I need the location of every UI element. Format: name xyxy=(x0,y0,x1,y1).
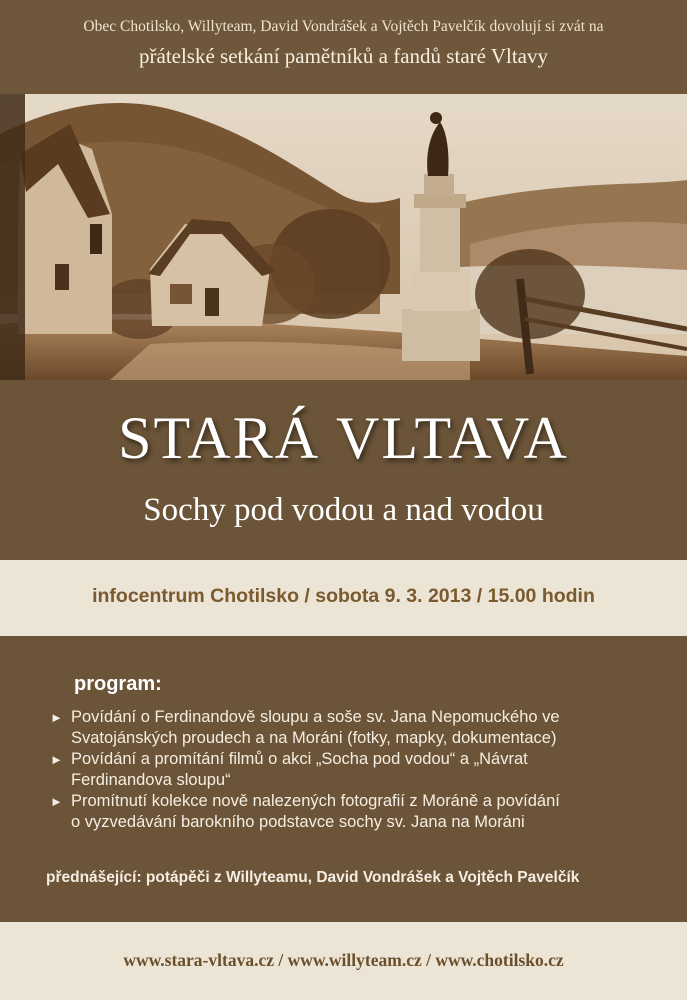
list-item-line: Povídání a promítání filmů o akci „Socha pod vodou“ a „Návrat xyxy=(71,750,528,768)
list-item-line: Povídání o Ferdinandově sloupu a soše sv. Jana Nepomuckého ve xyxy=(71,708,560,726)
list-item xyxy=(50,749,650,791)
list-item-line: Ferdinandova sloupu“ xyxy=(71,771,231,789)
speakers-line: přednášející: potápěči z Willyteamu, David Vondrášek a Vojtěch Pavelčík xyxy=(46,869,580,886)
poster-subtitle: Sochy pod vodou a nad vodou xyxy=(143,492,544,528)
arrow-bullet-icon: ► xyxy=(50,794,63,809)
event-line: přátelské setkání pamětníků a fandů staré Vltavy xyxy=(139,44,548,68)
sepia-photo xyxy=(0,94,687,380)
list-item-line: Promítnutí kolekce nově nalezených fotografií z Moráně a povídání xyxy=(71,792,560,810)
list-item xyxy=(50,707,650,749)
arrow-bullet-icon: ► xyxy=(50,710,63,725)
program-list xyxy=(50,707,650,833)
program-heading: program: xyxy=(74,673,162,695)
list-item xyxy=(50,791,650,833)
list-item-line: Svatojánských proudech a na Moráni (fotky, mapky, dokumentace) xyxy=(71,729,557,747)
venue-date-time: infocentrum Chotilsko / sobota 9. 3. 2013 / 15.00 hodin xyxy=(92,585,595,607)
invitation-line: Obec Chotilsko, Willyteam, David Vondrášek a Vojtěch Pavelčík dovolují si zvát na xyxy=(83,18,604,35)
poster-title: STARÁ VLTAVA xyxy=(118,405,569,471)
footer-links: www.stara-vltava.cz / www.willyteam.cz / www.chotilsko.cz xyxy=(123,950,564,970)
arrow-bullet-icon: ► xyxy=(50,752,63,767)
list-item-line: o vyzvedávání barokního podstavce sochy sv. Jana na Moráni xyxy=(71,813,525,831)
